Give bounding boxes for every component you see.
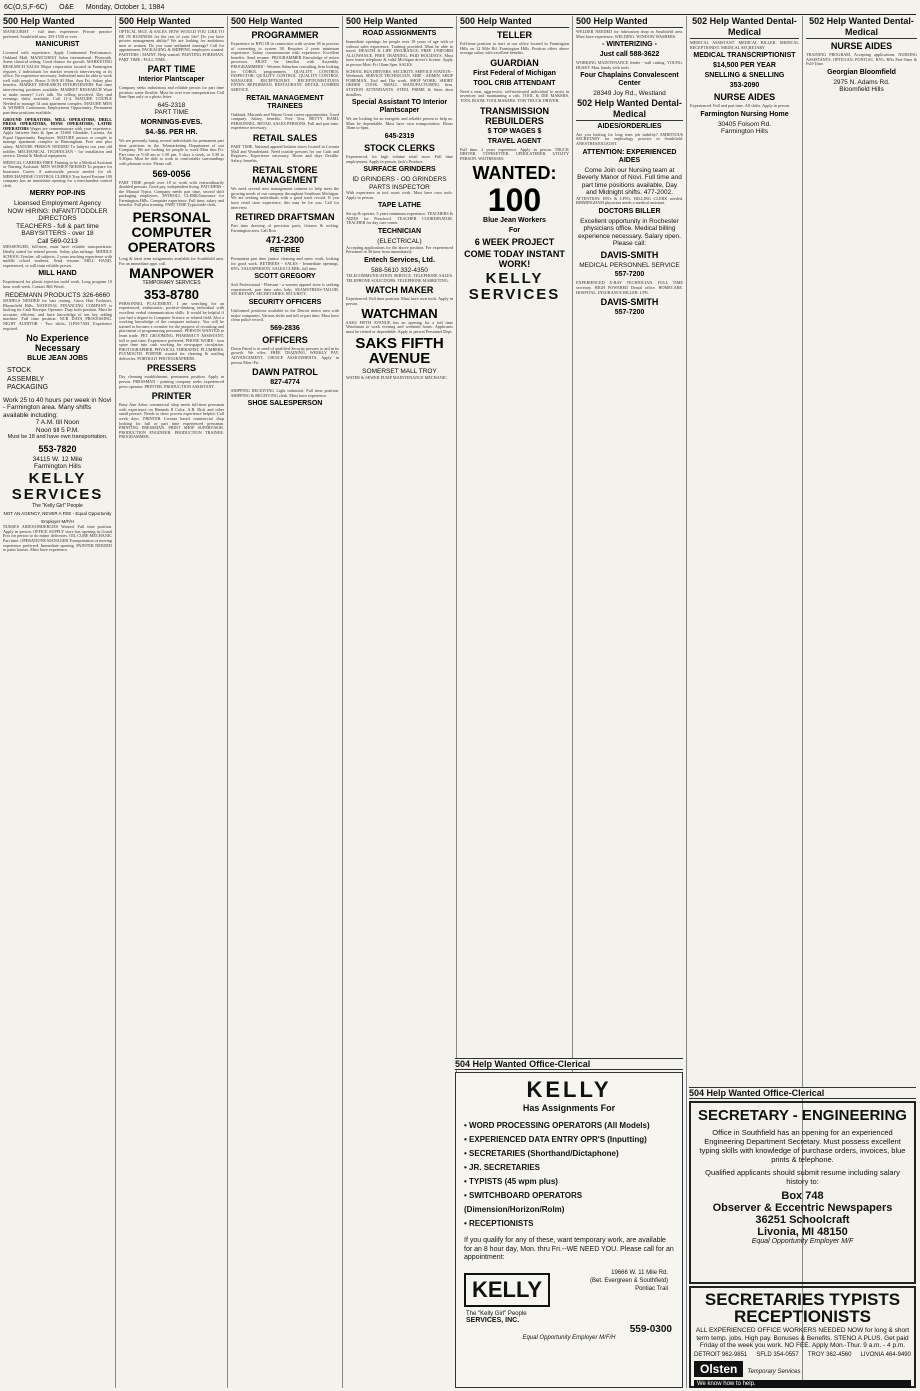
section-header: 500 Help Wanted	[576, 16, 683, 28]
ad-heading: TOOL CRIB ATTENDANT	[473, 79, 556, 87]
classified-ad: SHIPPING RECEIVING Light industrial. Full time position. SHIPPING & RECEIVING clerk. Must have experience.	[231, 388, 339, 398]
ad-heading: TRAVEL AGENT	[487, 137, 542, 145]
list-item: • SWITCHBOARD OPERATORS (Dimension/Horizon/Rolm)	[464, 1189, 674, 1217]
classified-ad: EXPERIENCED X-RAY TECHNICIAN. FULL TIME secretary. HIGH POWERED Dental office. HOMECARE. HOSPITAL. INSURANCE BILLER. LPN.	[576, 280, 683, 295]
kelly-services-ad	[455, 1072, 683, 1388]
office-item: DETROIT 962-9851	[694, 1351, 748, 1358]
olsten-temporary-ad	[689, 1286, 916, 1388]
ad-heading: Four Chaplains Convalescent Center	[580, 72, 679, 88]
classified-ad: Immediate openings for people over 18 years of age with or without sales experience. Training provided. Must be able to travel. HEALTH & LIFE INSURANCE, FREE UNIFORM ALLOWANCE, FREE TRAINING, PAID HOLIDAYS. Must have home telephone & valid Michigan driver's license. Apply in person Mon.-Fri 10am-3pm. SALES.	[346, 39, 453, 67]
classified-ad: TELECOMMUNICATION SERVICE. TELEPHONE SALES. TELEPHONE SOLICITORS. TELEPHONE MARKETING.	[346, 273, 453, 283]
kelly-logo: KELLY	[464, 1273, 550, 1307]
ad-heading: GUARDIAN	[490, 57, 539, 68]
classified-ad: Experience in RPG III in connection with system 38 in process of converting to system 38. Requires 2 years minimum experience. Salary commensurate with experience. Excellent benefits. Send resume. PROGRAMMER Knowledge of micro processor. MUST be familiar with Assembly. PROGRAMMERS - Western Suburban consulting firm looking for COBOL programmers. QUALITY CONTROL INSPECTOR. QUALITY CONTROL. QUALITY CONTROL MANAGER. RECEPTIONIST. RECEPTIONIST/DATA ENTRY. REPAIRMAN. RESTAURANT. RETAIL LUMBER SERVICE.	[231, 41, 339, 92]
classified-ad: MANICURIST - full time, experience. Private practice preferred. Southfield area. 355-1550 or eves.	[3, 29, 112, 39]
section-header: 502 Help Wanted Dental-Medical	[806, 16, 917, 39]
ad-heading: $ TOP WAGES $	[487, 127, 542, 135]
eoe-note: Equal Opportunity Employer M/F/H	[522, 1334, 616, 1341]
classified-ad: PART TIME. National apparel/fashion stores located in Livonia Mall and Wonderland. Need outside persons for our Cash and Registers. Experience necessary. Hours and days flexible. Salary, benefits.	[231, 143, 339, 163]
ad-heading: Entech Services, Ltd.	[364, 256, 435, 264]
list-item: • EXPERIENCED DATA ENTRY OPR'S (Inputting)	[464, 1133, 674, 1147]
ad-text: TEACHERS - full & part time	[16, 222, 99, 230]
classified-ad: Company seeks industrious and reliable person for part time position, some flexible. Must be over own transportation. Call 8am-9pm only or a photo letter.	[119, 85, 224, 100]
classified-ad: Dawn Patrol is in need of qualified Security persons to aid in its growth. We offer: FREE TRAINING, WEEKLY PAY, ADVANCEMENT, CHOICE ASSIGNMENTS. Apply in person Mon.-Fri.	[231, 345, 339, 365]
ad-title: SECRETARIES TYPISTS RECEPTIONISTS	[704, 1290, 901, 1326]
classified-ad: ATTENTION: RN's & LPN's. BILLING CLERK needed. BIRMINGHAM physician needs a medical assistant.	[576, 195, 683, 206]
classified-ad: TRAINING PROGRAM. Accepting applications. NURSING ASSISTANTS. OPTICIAN. PONTIAC. RN's. RNs Part-Time & Full-Time.	[806, 52, 917, 67]
ad-heading: WANTED:	[472, 163, 557, 184]
classified-ad: Long & short term assignments available for Southfield area. For an immediate appt. call.	[119, 256, 224, 266]
ad-heading: - WINTERIZING -	[602, 41, 657, 49]
ad-heading: Farmington Nursing Home	[700, 110, 789, 118]
ad-heading: 6 WEEK PROJECT	[474, 237, 555, 248]
office-item: LIVONIA 464-9490	[860, 1351, 911, 1358]
ad-address: 36251 Schoolcraft	[755, 1214, 850, 1226]
ad-phone: 557-7200	[614, 271, 645, 279]
ad-text: Qualified applicants should submit resume including salary history to:	[705, 1168, 900, 1186]
kelly-logo: KELLY SERVICES	[468, 270, 561, 304]
ad-heading: TRANSMISSION REBUILDERS	[479, 105, 549, 126]
ad-heading: PROGRAMMER	[251, 30, 319, 40]
address-line: Pontiac Trail	[635, 1285, 669, 1292]
ad-box: Box 748	[781, 1190, 824, 1202]
classified-ad: Dry cleaning establishment, permanent position. Apply in person. PRESSMAN - printing company seeks experienced press operator. PRINTER. PRODUCTION ASSISTANT.	[119, 374, 224, 389]
ad-heading: SNELLING & SNELLING	[704, 72, 785, 80]
services-name: SERVICES, INC.	[466, 1316, 520, 1324]
ad-text: Licensed Employment Agency	[13, 200, 102, 208]
list-item: PACKAGING	[7, 384, 49, 392]
ad-text: BABYSITTERS - over 18	[21, 230, 94, 238]
ad-city: Livonia, MI 48150	[757, 1226, 848, 1238]
ad-heading: DAVIS-SMITH	[600, 297, 659, 308]
kelly-logo: KELLY SERVICES	[11, 469, 104, 503]
ad-text: ALL EXPERIENCED OFFICE WORKERS NEEDED NOW for long & short term temp. jobs. High pay. Bonuses & Benefits. STENO A PLUS. Get paid Friday of the week you work. NO FEE. Apply Mon.-Thur. 9 a.m. - 4 p.m.	[695, 1327, 910, 1349]
ad-phone: REDEMANN PRODUCTS 326-6660	[5, 291, 110, 299]
olsten-subtitle: Temporary Services	[747, 1368, 801, 1375]
ad-heading: DAWN PATROL	[252, 367, 318, 378]
ad-heading: PART TIME	[147, 64, 196, 75]
classified-ad: MEDICAL ASSISTANT. MEDICAL BILLER. MEDICAL RECEPTIONIST. MEDICAL SECRETARY.	[690, 40, 799, 50]
ad-text: The "Kelly Girl" People	[32, 502, 83, 509]
classified-ad: GROUND OPERATORS, MILL OPERATORS, DRILL PRESS OPERATORS, HONE OPERATORS, LATHE OPERATORS Wages are commensurate with your experience. Apply between 8am & 3pm at 31660 Glendale, Livonia. An Equal Opportunity Employer. MATURE person or couple to manage apartment complex in Birmingham. Free rent plus salary. MATURE PERSON NEEDED To babysit our year old toddler. MECHANICAL TECHNICIAN - for installation and service. Dental & Medical equipment.	[3, 116, 112, 159]
classified-ad: Need a neat, aggressive, self-motivated individual to assist in inventory and maintaining a crib. TOOL & DIE MAKERS. TOOL ROOM. TOOLMAKERS. TOW TRUCK DRIVER.	[460, 88, 569, 103]
ad-text: Farmington Hills	[34, 463, 81, 471]
classified-ad: Experienced, for high volume retail store. Full time employment. Apply in person. Jack's Produce.	[346, 153, 453, 164]
ad-heading: RETAIL MANAGEMENT TRAINEES	[246, 94, 324, 110]
ad-text: Bloomfield Hills	[839, 86, 884, 94]
ad-heading: SCOTT GREGORY	[254, 273, 316, 281]
classified-ad: WATER & SEWER PUMP MAINTENANCE MECHANIC.	[346, 374, 448, 380]
ad-text: 34115 W. 12 Mile	[32, 455, 83, 463]
classified-ad: OPTICAL MGT. & SALES. HOW WOULD YOU LIKE TO BE IN BUSINESS for the rest of your life? Do you have proven management ability? We are looking for ambitious men or women. Do you want unlimited earnings? Call for appointment. PACKAGING & SHIPPING employees wanted. PAINTERS / MAINT. Help wanted. PAINTING FOREMAN. PART TIME / FULL TIME.	[119, 29, 224, 62]
section-header: 500 Help Wanted	[119, 16, 224, 28]
section-header-504-right: 504 Help Wanted Office-Clerical	[689, 1087, 916, 1099]
ad-heading: Blue Jean Workers	[483, 217, 546, 225]
ad-text: 30405 Folsom Rd.	[717, 120, 772, 128]
ad-phone: 569-2836	[270, 324, 300, 332]
section-header: 500 Help Wanted	[346, 16, 453, 28]
ad-heading: MORNINGS-EVES.	[140, 118, 203, 126]
ad-heading: TELLER	[497, 30, 532, 40]
classified-ad: Experienced. Full and part time. All shifts. Apply in person.	[690, 103, 791, 109]
ad-text: TEMPORARY SERVICES	[142, 280, 201, 287]
ad-heading: DOCTORS BILLER	[598, 207, 661, 215]
ad-text: (ELECTRICAL)	[377, 238, 422, 246]
ad-heading: Interior Plantscaper	[138, 76, 205, 84]
office-list	[694, 1352, 911, 1358]
ad-heading: SECURITY OFFICERS	[248, 299, 322, 306]
ad-phone: 557-7200	[614, 309, 645, 317]
ad-phone: 569-0056	[152, 168, 191, 179]
classified-ad: Soft Professional - Pleasant - a women apparel store is seeking experienced, part time sales help. SEAMSTRESS-TAILOR. SECRETARY. SECRETARIES. SECURITY.	[231, 282, 339, 297]
issue-date: Monday, October 1, 1984	[85, 4, 165, 11]
section-header: 500 Help Wanted	[460, 16, 569, 28]
classified-ad: Permanent part time janitor cleaning and snow work, looking for good work. RETIREES - SALES - Immediate openings. RN's. SALESPERSON. SALES CLERK, full time.	[231, 256, 339, 271]
ad-heading: ATTENTION: EXPERIENCED AIDES	[582, 148, 677, 164]
ad-heading: No Experience Necessary	[26, 333, 89, 354]
classified-ad: WORKING MAINTENANCE leader - wall cutting. YOUNG, HUSKY Man, handy with tools.	[576, 60, 683, 70]
classified-ad: SCHOOL BUS DRIVERS. SECURITY. SERVICE STATION - Weekends. SERVICE TECHNICIAN. SHIP - ADMIN. SHOP FOREMAN. Tool and Die work. SHOP WORK. SHORT ORDER COOK. SMALL MANUFACTURING firm. STATION ATTENDANTS. STEEL PRIME & Stern door installers.	[346, 68, 453, 97]
ad-heading: Special Assistant TO Interior Plantscaper	[351, 99, 448, 115]
ad-heading: BLUE JEAN JOBS	[27, 355, 88, 363]
list-item: • WORD PROCESSING OPERATORS (All Models)	[464, 1119, 674, 1133]
ad-text: Farmington Hills	[721, 128, 768, 136]
ad-text: NOT AN AGENCY, NEVER A FEE - Equal Opportunity Employer M/F/H	[3, 511, 112, 524]
ad-text: ID GRINDERS - OD GRINDERS	[352, 176, 447, 184]
ad-text: Come Join our Nursing team at Beverly Manor of Novi. Full time and part time positions available, Day and Midnight shifts. 477-2002.	[577, 166, 682, 197]
ad-heading: MEDICAL TRANSCRIPTIONIST	[693, 52, 796, 60]
ad-heading: RETAIL SALES	[252, 132, 318, 143]
secretary-engineering-ad	[689, 1101, 916, 1284]
classified-ad: PART TIME people over 18 to work with extraordinarily disabled persons. Good pay, independent living. PATCHERS - the Manual Typist. Company needs part time, second shift packaging employees. PAYROLL CLERK/Insurance for Farmington Hills. Computer experience. Full time, salary and benefits. Full plus training. PART TIME Typist/aide clerk.	[119, 179, 224, 208]
classified-ad: Set up & operate, 5 years minimum experience. TEACHERS & AIDES for Preschool. TEACHER COORDINATOR. TEACHER for day care center.	[346, 211, 453, 226]
ad-heading: MANICURIST	[35, 41, 80, 49]
logo-tagline: The "Kelly Girl" People	[466, 1310, 527, 1317]
assignment-list	[460, 1119, 678, 1231]
classified-ad: With experience in tool room work. Must have own tools. Apply in person.	[346, 190, 453, 200]
classified-ad: Uniformed positions available in the Detroit metro area with major companies. Various shifts and full or part time. Must have clean police record.	[231, 308, 339, 323]
list-item: • TYPISTS (45 wpm plus)	[464, 1175, 674, 1189]
list-item: ASSEMBLY	[7, 375, 45, 383]
ad-heading: TAPE LATHE	[378, 202, 421, 210]
ad-heading: RETIRED DRAFTSMAN	[235, 212, 335, 223]
paper-name: O&E	[59, 4, 74, 11]
ad-heading: WATCHMAN	[361, 305, 438, 321]
classified-ad: Are you looking for long term job stability? AMBITIOUS SECRETARY for nephrology practice in Southfield. ANESTHESIOLOGIST.	[576, 131, 683, 147]
section-header-504: 504 Help Wanted Office-Clerical	[455, 1058, 683, 1070]
classified-ad: Oakland, Macomb and Wayne Great career opportunities. Good company. Salary, benefits. Free Text. BETTY HAML PERSONNEL. RETAIL SALES PERSONS. Full and part time, experience necessary.	[231, 111, 339, 131]
ad-paper: Observer & Eccentric Newspapers	[712, 1202, 893, 1214]
ad-text: 7 A.M. till Noon	[35, 419, 80, 427]
ad-phone: 353-8780	[144, 286, 199, 302]
ad-heading: RETAIL STORE MANAGEMENT	[252, 165, 318, 186]
address-line: 19666 W. 11 Mile Rd.	[611, 1269, 669, 1276]
ad-heading: SHOE SALESPERSON	[247, 400, 323, 408]
section-header: 500 Help Wanted	[231, 16, 339, 28]
ad-text: Must be 18 and have own transportation.	[7, 434, 108, 441]
classified-ad: MESSENGER, full-time, must have reliable transportation. Ideally suited for retired person. Salary plus mileage. MIDDLE SCHOOL Teacher, all subjects, 2 years teaching experience with middle school students. Send resume. MILL HAND, experienced, or will train reliable person.	[3, 244, 112, 268]
address-block	[558, 1269, 668, 1293]
address-line: (Bet. Evergreen & Southfield)	[590, 1277, 669, 1284]
ad-heading: OFFICERS	[262, 334, 308, 345]
classified-ad: Full time. 2 years experience. Apply in person. TRUCK DRIVER. TYPESETTER. UPHOLSTERER. UTILITY PERSON. WAITRESSES.	[460, 146, 569, 161]
ad-phone: 553-7820	[38, 443, 77, 454]
ad-heading: ROAD ASSIGNMENTS	[362, 30, 437, 37]
ad-heading: PRINTER	[151, 391, 192, 402]
ad-heading: NURSE AIDES	[830, 41, 893, 51]
ad-number: 100	[487, 182, 542, 219]
classified-ad: Full-time position to start at our office located in Farmington Hills on 12 Mile Rd. Farmington Hills. Position offers above average salary with excellent benefits.	[460, 41, 569, 56]
ad-title: KELLY	[526, 1077, 612, 1102]
section-header: 502 Help Wanted Dental-Medical	[577, 97, 682, 119]
column-4	[343, 16, 457, 1388]
column-2	[116, 16, 228, 1388]
column-3	[228, 16, 343, 1388]
ad-heading: First Federal of Michigan	[473, 69, 556, 77]
classified-ad: Experienced for plastic injection mold work. Long program 10 hour work week. Contact Bill Wood.	[3, 279, 112, 289]
classified-ad: We are presently hiring several individuals for permanent part time positions in the Telemarketing Department of our Company. We are looking for people to work Mon thru Fri. Part time or 9:30 am to 1:30 pm, 5 days a week, or 5:30 to 9:30pm. Must be able to work in comfortable surroundings with pleasant voice. Please call.	[119, 137, 224, 166]
ad-phone: 827-4774	[270, 379, 300, 387]
ad-phone: Just call 588-3622	[599, 51, 660, 59]
classified-ad: We need several new management trainees to help meet the growing needs of our company throughout Southeast Michigan. We are seeking individuals with a good track record. If you have retail store experience, this may be for you. Call for interview.	[231, 186, 339, 210]
ad-heading: DAVIS-SMITH	[600, 249, 659, 260]
ad-phone: 645-2318	[157, 101, 186, 109]
classified-ad: Accepting applications for the above position. For experienced Personnel in 30 time from immediately.	[346, 244, 453, 255]
ad-text: 28349 Joy Rd., Westland	[593, 90, 666, 98]
list-item: • RECEPTIONISTS	[464, 1217, 674, 1231]
list-item: • JR. SECRETARIES	[464, 1161, 674, 1175]
ad-text: PART TIME	[154, 109, 189, 117]
classified-ad: Part time drawing of precision parts, fixtures & tooling. Farmington area. Call Ron	[231, 223, 339, 233]
ad-note: If you qualify for any of these, want temporary work, are available for an 8 hour day, Mon. thru Fri.--WE NEED YOU. Please call for an appointment:	[464, 1237, 674, 1261]
ad-phone: 588-5610 332-4350	[371, 266, 428, 274]
ad-heading: $4.-$6. PER HR.	[145, 128, 198, 136]
ad-phone: 559-0300	[629, 1323, 672, 1335]
tagline-bar: We know how to help.	[694, 1380, 911, 1388]
ad-heading: COME TODAY INSTANT WORK!	[464, 249, 565, 270]
ad-heading: SAKS FIFTH AVENUE	[355, 335, 444, 368]
edition-code: 6C(O,S,F-6C)	[4, 4, 48, 11]
office-item: SFLD 354-0557	[756, 1351, 799, 1358]
ad-phone: 353-2090	[729, 82, 760, 90]
ad-heading: MERRY POP-INS	[29, 190, 86, 198]
ad-subtitle: Has Assignments For	[522, 1103, 616, 1113]
ad-text: PARTS INSPECTOR	[369, 183, 430, 191]
ad-text: MEDICAL PERSONNEL SERVICE	[579, 261, 680, 269]
ad-heading: SURFACE GRINDERS	[363, 166, 436, 174]
classified-ad: PERSONNEL PLACEMENT. I am searching for an experienced, enthusiastic, positive-thinking individual with excellent verbal communication skills. It would be helpful if you had a degree in Computer Science or related field. Also a working knowledge of the computer industry. You will be trained to become a recruiter for the purpose of recruiting and placement of programming personnel. PERSON WANTED to learn trade. PET GROOMING. PHARMACY ASSISTANT, full or part time. Experience preferred. PHONE WORK - turn spare time into cash working for newspaper circulation. PHOTOGRAPHER. PHYSICAL THERAPIST. PLUMBERS. PLYMOUTH. PORTER wanted for cleaning & mailing deliveries. PORTRAIT PHOTOGRAPHERS.	[119, 300, 224, 361]
ad-heading: STOCK CLERKS	[364, 142, 435, 153]
classified-ad: We are looking for an energetic and reliable person to help us. Must be dependable. Must have own transportation. Hours 10am to 6pm.	[346, 116, 453, 131]
ad-text: Noon till 5 P.M.	[35, 426, 80, 434]
classified-ad: NURSES AIDES/ORDERLIES Wanted. Full time position. Apply in person. OFFICE SUPPLY store has opening in Grand Prix for person to do minor deliveries. OIL CUBE MECHANIC Part time. OPERATIONS MANAGER Transportation or moving experience preferred. Immediate opening. PAINTER NEEDED to paint houses. Must have experience.	[3, 524, 112, 553]
classified-ad: Experienced. Full time position. Must have own tools. Apply in person.	[346, 296, 453, 307]
list-item: STOCK	[7, 367, 31, 375]
section-header: 502 Help Wanted Dental-Medical	[690, 16, 799, 39]
olsten-logo: Olsten	[694, 1361, 743, 1377]
section-header: 500 Help Wanted	[3, 16, 112, 28]
ad-text: 2975 N. Adams Rd.	[833, 78, 890, 86]
ad-heading: AIDES/ORDERLIES	[597, 122, 662, 130]
classified-ad: Licensed with experience. Apply Continental Performance, Oakland Mall. MANICURIST Salon international, Plymouth. Some classical setting. Good chance for growth. MARKETING RESEARCH SALES Major corporation located in Farmington requires 2 individuals for market research interviewing at its office. No experience necessary. Individual must be able to work well with people. Hours 5:30-9:30 Mon. thru Fri. Salary plus benefits. MARKET RESEARCH INTERVIEWERS Part time interviewing positions available. MARKET RESEARCH Want to make money? Let's talk. No selling involved. Day and evenings shifts available. Call 11-4. MATURE COUPLE Needed to manage 14 unit apartment complex. MATURE MEN & WOMEN Continuous Employment Opportunity. Permanent part-time positions available.	[3, 50, 112, 115]
ad-heading: MILL HAND	[38, 270, 77, 278]
classified-ad: MEDICAL CAREERS FREE Training to be a Medical Assistant or Nursing Assistant. MEN WOMEN NEEDED To prepare for Insurance Career. A nationwide person needed for all. MERCHANDISE CONTROL CLERKS Troy based Fortune 100 company has an immediate opening for a merchandise control clerk.	[3, 159, 112, 188]
column-1	[0, 16, 116, 1388]
classified-ad: MODELS NEEDED for hair cutting. Gross Hair Fashions, Bloomfield Hills. NATIONAL FINANCING COMPANY is looking for Cash Receipts Operator. Duty both position. Must be accurate, efficient, and have knowledge of ten key adding machine. Full time position. NCR DATA PROCESSING. NIGHT AUDITOR - Two shifts, 11PM-7AM. Experience required.	[3, 298, 112, 331]
ad-phone: 471-2300	[265, 235, 305, 246]
classified-ad: WELDER NEEDED for fabrication shop in Southfield area. Must have experience. WELDING. WINDOW WASHERS.	[576, 29, 683, 39]
blue-jean-list	[3, 367, 112, 393]
ad-text: Work 25 to 40 hours per week in Novi - Farmington area. Many shifts available including:	[3, 396, 112, 419]
ad-phone: 645-2319	[384, 132, 415, 140]
eoe-note: Equal Opportunity Employer M/F	[751, 1238, 854, 1245]
ad-heading: Georgian Bloomfield	[827, 68, 896, 76]
ad-text: NOW HIRING: INFANT/TODDLER DIRECTORS	[7, 207, 108, 223]
office-item: TROY 362-4560	[807, 1351, 852, 1358]
ad-heading: PRESSERS	[146, 363, 197, 374]
ad-phone: Call 569-0213	[37, 237, 78, 245]
ad-heading: WATCH MAKER	[365, 285, 434, 296]
ad-heading: PERSONAL COMPUTER OPERATORS	[127, 209, 216, 256]
ad-text: For	[508, 227, 521, 235]
classified-ad: SAKS FIFTH AVENUE has an opening for a full time Watchman to work evening and weekend hours. Applicants must be retired or dependable. Apply in person Personnel Dept.	[346, 319, 453, 334]
ad-heading: RETIREE	[269, 247, 301, 255]
list-item: • SECRETARIES (Shorthand/Dictaphone)	[464, 1147, 674, 1161]
ad-title: SECRETARY - ENGINEERING	[698, 1107, 907, 1124]
ad-heading: $14,500 PER YEAR	[713, 62, 776, 70]
ad-heading: TECHNICIAN	[377, 228, 422, 236]
ad-heading: MANPOWER	[129, 265, 214, 282]
ad-text: SOMERSET MALL TROY	[362, 368, 437, 376]
ad-heading: NURSE AIDES	[713, 92, 776, 103]
ad-text: Excellent opportunity in Rochester physicians office. Medical billing experience necessary. Salary open. Please call:	[578, 217, 681, 248]
classified-ad: Busy Ann Arbor commercial shop needs full-time pressman with experience on Hamada II Color, A.B. Dick and other small presses. Needs to show proven experience helpful. Call week days. PRINTER Livonia based commercial shop looking for full or part time experienced pressman. PRINTING PRESSMAN. PRINT SHOP SUPERVISOR. PRODUCTION ENGINEER. PRODUCTION TRAINEE. PROGRAMMER.	[119, 402, 224, 440]
ad-text: Office in Southfield has an opening for an experienced Engineering Department Secretary. Must possess excellent typing skills with knowledge of purchase orders, invoices, blue prints & telephone.	[699, 1128, 906, 1164]
masthead	[4, 2, 916, 15]
